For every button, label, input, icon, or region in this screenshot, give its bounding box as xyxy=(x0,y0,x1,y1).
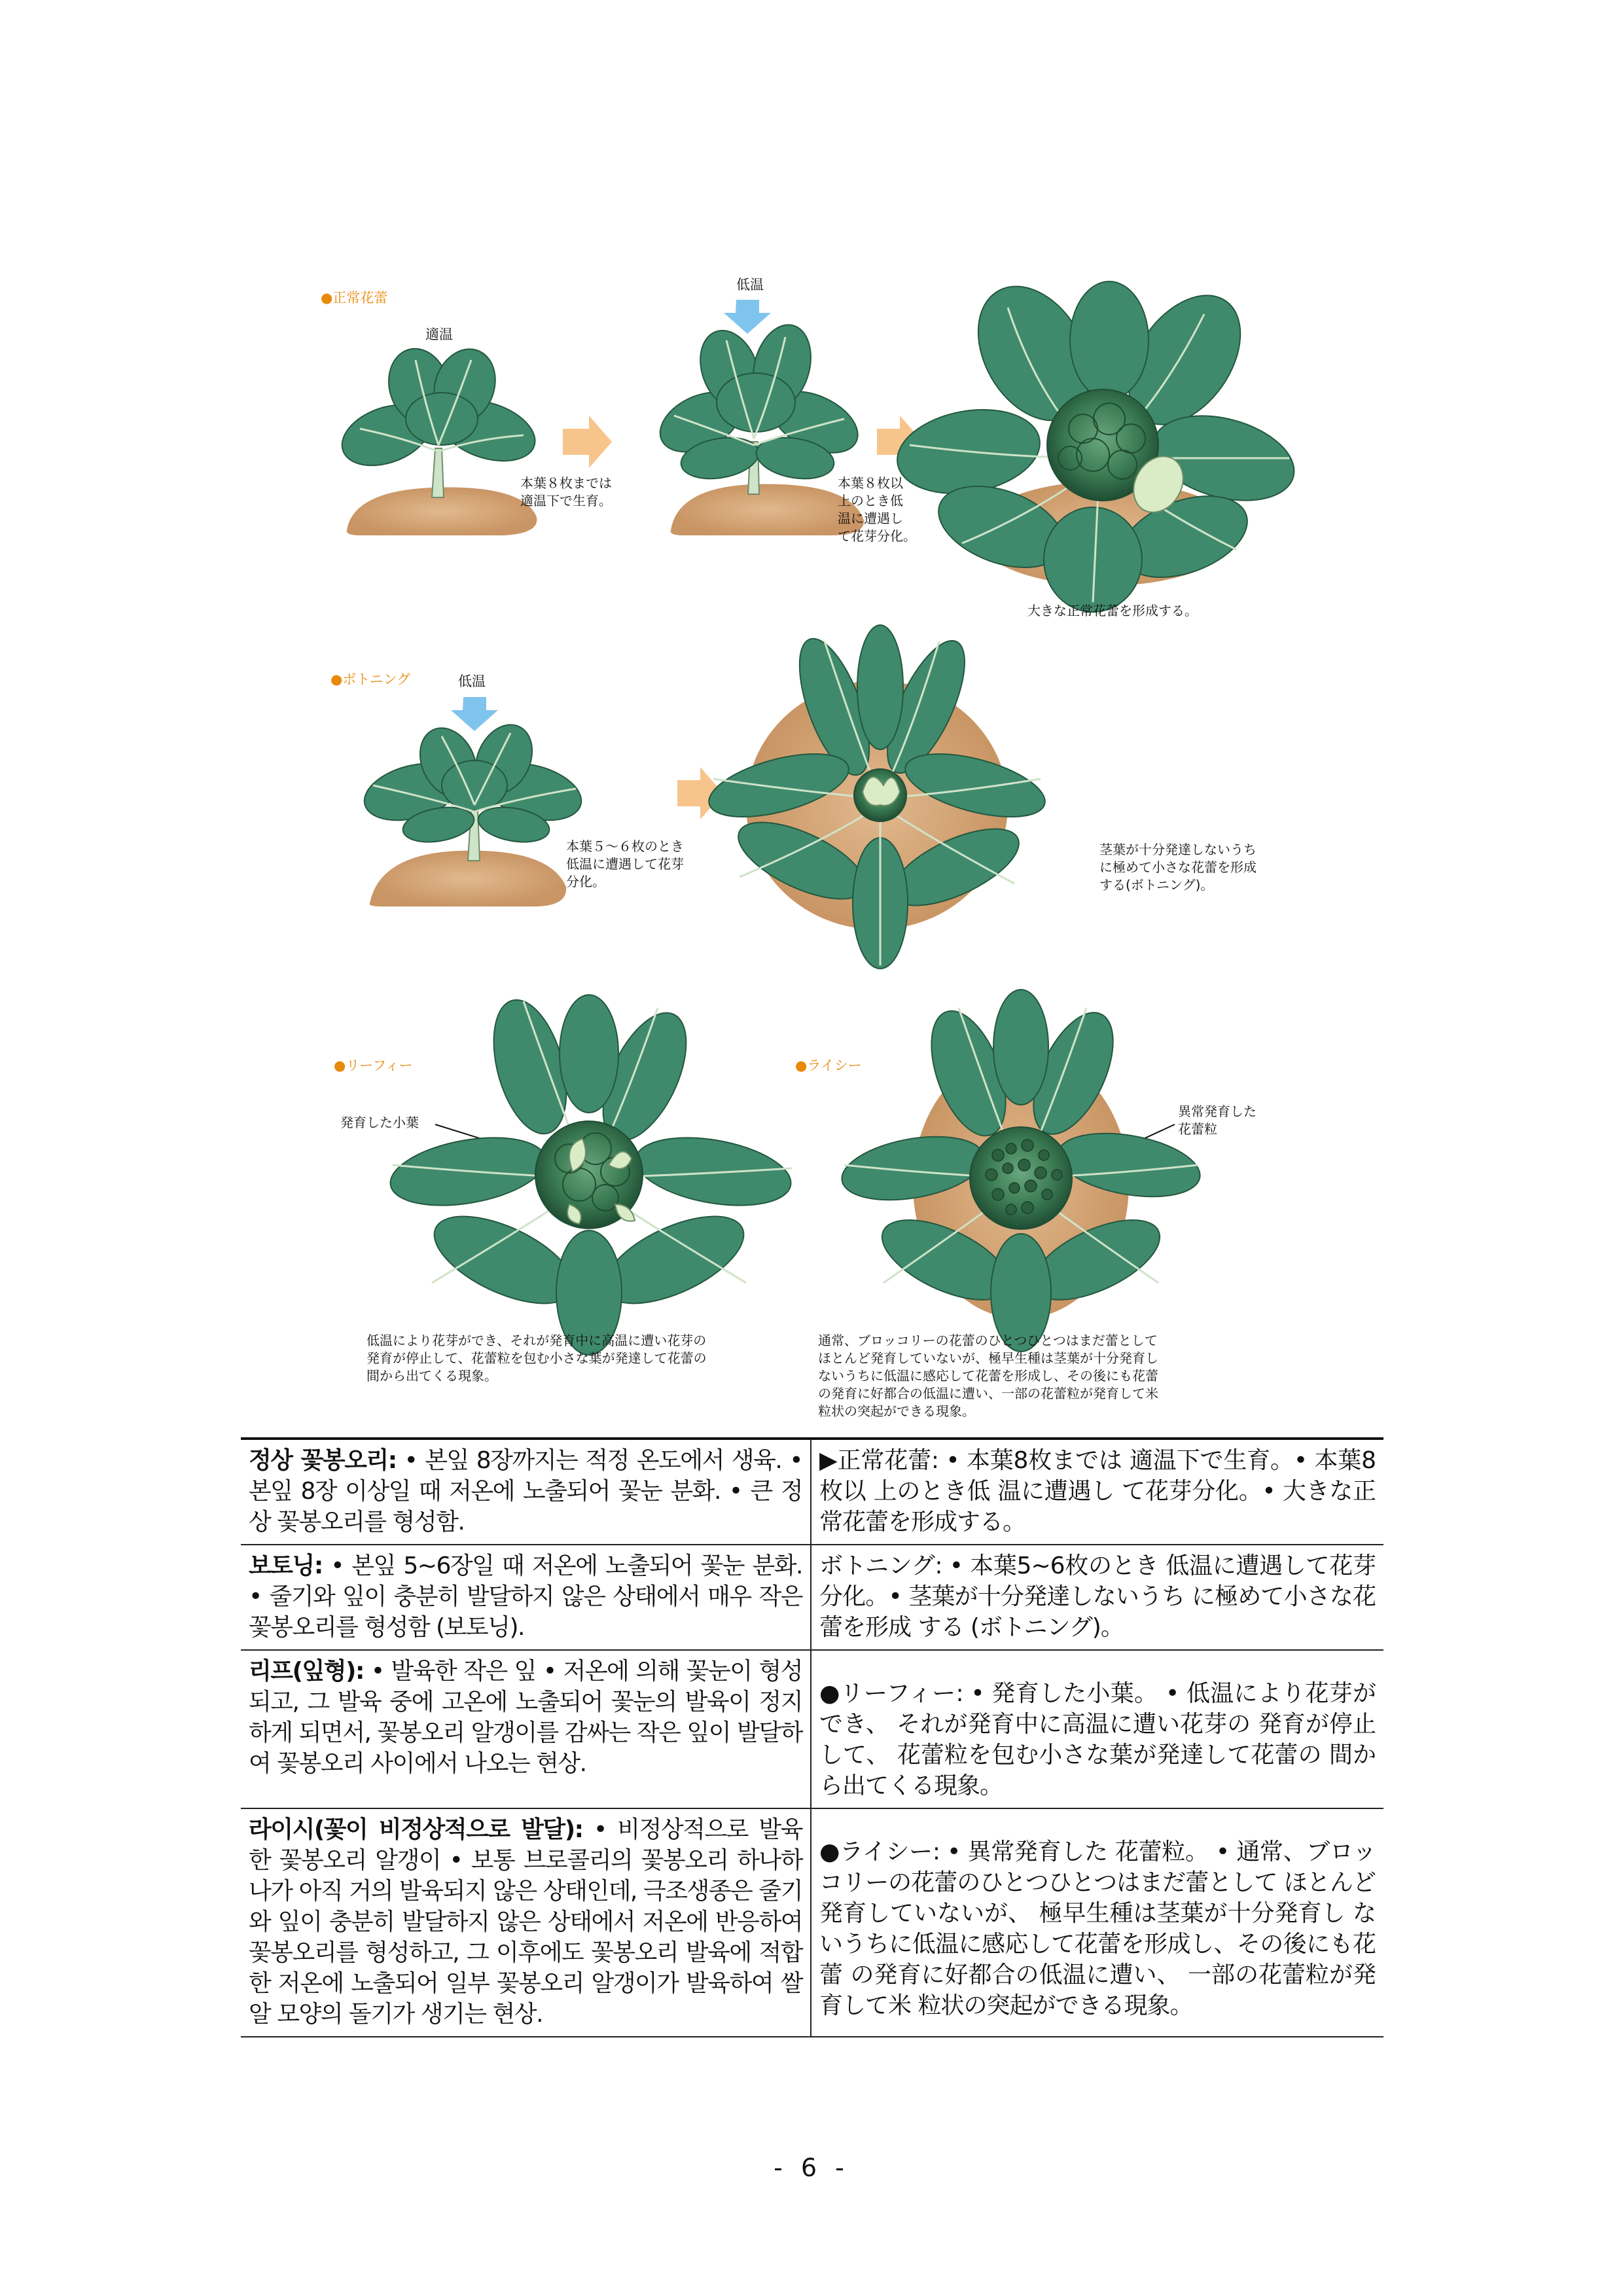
leafy-section xyxy=(334,992,796,1384)
japanese-cell: ボトニング: • 本葉5~6枚のとき 低温に遭遇して花芽 分化。• 茎葉が十分発達しないうち に極めて小さな花蕾を形成 する (ボトニング)。 xyxy=(811,1545,1383,1650)
korean-term: 정상 꽃봉오리: xyxy=(249,1447,397,1474)
korean-text: • 본잎 8장까지는 적정 온도에서 생육. • 본잎 8장 이상일 때 저온에 노출되어 꽃눈 분화. • 큰 정상 꽃봉오리를 형성함. xyxy=(249,1447,802,1535)
section-label-buttoning: ●ボトニング xyxy=(330,672,411,687)
japanese-cell: ▶正常花蕾: • 本葉8枚までは 適温下で生育。• 本葉8枚以 上のとき低 温に遭遇し て花芽分化。• 大きな正常花蕾を形成する。 xyxy=(811,1439,1383,1545)
table-row xyxy=(241,1808,1383,2037)
plant-ricey xyxy=(837,990,1205,1352)
japanese-cell: ●リーフィー: • 発育した小葉。 • 低温により花芽ができ、 それが発育中に高温に遭い花芽の 発育が停止して、 花蕾粒を包む小さな葉が発達して花蕾の 間から出てくる現象。 xyxy=(811,1650,1383,1808)
japanese-cell: ●ライシー: • 異常発育した 花蕾粒。 • 通常、ブロッコリーの花蕾のひとつひとつはまだ蕾として ほとんど発育していないが、 極早生種は茎葉が十分発育し ないうちに低温に感応して花蕾を形成し、その後にも花蕾 の発育に好都合の低温に遭い、 一部の花蕾粒が発育して米 粒状の突起ができる現象。 xyxy=(811,1808,1383,2037)
caption-ricey-line2: ほとんど発育していないが、極早生種は茎葉が十分発育し xyxy=(818,1350,1158,1366)
caption-ricey-line3: ないうちに低温に感応して花蕾を形成し、その後にも花蕾 xyxy=(818,1368,1158,1384)
plant-leafy xyxy=(385,992,796,1355)
caption-buttoning-2-line1: 茎葉が十分発達しないうち xyxy=(1099,842,1257,857)
label-low-temp-1: 低温 xyxy=(736,277,764,293)
caption-leafy-line2: 発育が停止して、花蕾粒を包む小さな葉が発達して花蕾の xyxy=(366,1350,707,1366)
caption-normal-2-line2: 上のとき低 xyxy=(838,493,903,509)
table-row xyxy=(241,1439,1383,1545)
section-label-normal: ●正常花蕾 xyxy=(321,290,388,306)
leafy-pointer-label: 発育した小葉 xyxy=(340,1115,419,1130)
arrow-right-1 xyxy=(563,416,612,468)
plant-stage-1 xyxy=(334,340,543,535)
ricey-section xyxy=(795,990,1257,1419)
korean-cell xyxy=(241,1650,811,1808)
korean-cell xyxy=(241,1439,811,1545)
broccoli-illustration xyxy=(308,262,1329,1433)
table-row xyxy=(241,1545,1383,1650)
caption-ricey-line1: 通常、ブロッコリーの花蕾のひとつひとつはまだ蕾として xyxy=(818,1333,1158,1348)
korean-cell xyxy=(241,1808,811,2037)
caption-normal-2-line3: 温に遭遇し xyxy=(838,511,903,526)
table-row xyxy=(241,1650,1383,1808)
korean-term: 라이시(꽃이 비정상적으로 발달): xyxy=(249,1816,583,1843)
plant-buttoning-result xyxy=(702,625,1051,969)
caption-normal-1-line2: 適温下で生育。 xyxy=(520,493,612,509)
korean-term: 보토닝: xyxy=(249,1552,323,1579)
caption-leafy-line1: 低温により花芽ができ、それが発育中に高温に遭い花芽の xyxy=(366,1333,707,1348)
buttoning-section xyxy=(330,625,1257,969)
caption-buttoning-1-line2: 低温に遭遇して花芽 xyxy=(566,856,684,872)
ricey-pointer-label-line2: 花蕾粒 xyxy=(1178,1121,1217,1137)
caption-normal-3: 大きな正常花蕾を形成する。 xyxy=(1027,603,1198,619)
caption-leafy-line3: 間から出てくる現象。 xyxy=(366,1368,497,1384)
cold-arrow-1 xyxy=(724,300,771,334)
page-number: - 6 - xyxy=(774,2153,849,2182)
korean-cell xyxy=(241,1545,811,1650)
korean-text: • 발육한 작은 잎 • 저온에 의해 꽃눈이 형성되고, 그 발육 중에 고온에 노출되어 꽃눈의 발육이 정지하게 되면서, 꽃봉오리 알갱이를 감싸는 작은 잎이 발달하여 꽃봉오리 사이에서 나오는 현상. xyxy=(249,1658,802,1777)
ricey-pointer-label-line1: 異常発育した xyxy=(1178,1103,1257,1119)
caption-normal-2-line1: 本葉８枚以 xyxy=(838,475,903,491)
plant-stage-2 xyxy=(651,318,867,535)
caption-buttoning-2-line2: に極めて小さな花蕾を形成 xyxy=(1099,859,1257,875)
translation-table xyxy=(241,1437,1383,2037)
caption-ricey-line4: の発育に好都合の低温に遭い、一部の花蕾粒が発育して米 xyxy=(818,1386,1158,1401)
cold-arrow-2 xyxy=(451,697,498,731)
plant-buttoning-small xyxy=(358,715,588,906)
caption-normal-1-line1: 本葉８枚までは xyxy=(520,475,612,491)
label-optimal-temp: 適温 xyxy=(425,327,453,342)
caption-buttoning-2-line3: する(ボトニング)。 xyxy=(1099,877,1214,893)
normal-heading-section xyxy=(321,266,1304,619)
section-label-leafy: ●リーフィー xyxy=(334,1058,413,1073)
plant-stage-3-large-head xyxy=(891,266,1304,612)
korean-text: • 비정상적으로 발육한 꽃봉오리 알갱이 • 보통 브로콜리의 꽃봉오리 하나하나가 아직 거의 발육되지 않은 상태인데, 극조생종은 줄기와 잎이 충분히 발달하지 않은 상태에서 저온에 반응하여 꽃봉오리를 형성하고, 그 이후에도 꽃봉오리 발육에 적합한 저온에 노출되어 일부 꽃봉오리 알갱이가 발육하여 쌀알 모양의 돌기가 생기는 현상. xyxy=(249,1816,802,2028)
korean-text: • 본잎 5~6장일 때 저온에 노출되어 꽃눈 분화. • 줄기와 잎이 충분히 발달하지 않은 상태에서 매우 작은 꽃봉오리를 형성함 (보토닝). xyxy=(249,1552,802,1641)
korean-term: 리프(잎형): xyxy=(249,1658,364,1685)
caption-buttoning-1-line1: 本葉５～６枚のとき xyxy=(566,838,684,854)
caption-ricey-line5: 粒状の突起ができる現象。 xyxy=(818,1403,975,1419)
section-label-ricey: ●ライシー xyxy=(795,1058,862,1073)
caption-buttoning-1-line3: 分化。 xyxy=(566,874,605,889)
label-low-temp-2: 低温 xyxy=(458,673,486,689)
caption-normal-2-line4: て花芽分化。 xyxy=(838,528,916,544)
